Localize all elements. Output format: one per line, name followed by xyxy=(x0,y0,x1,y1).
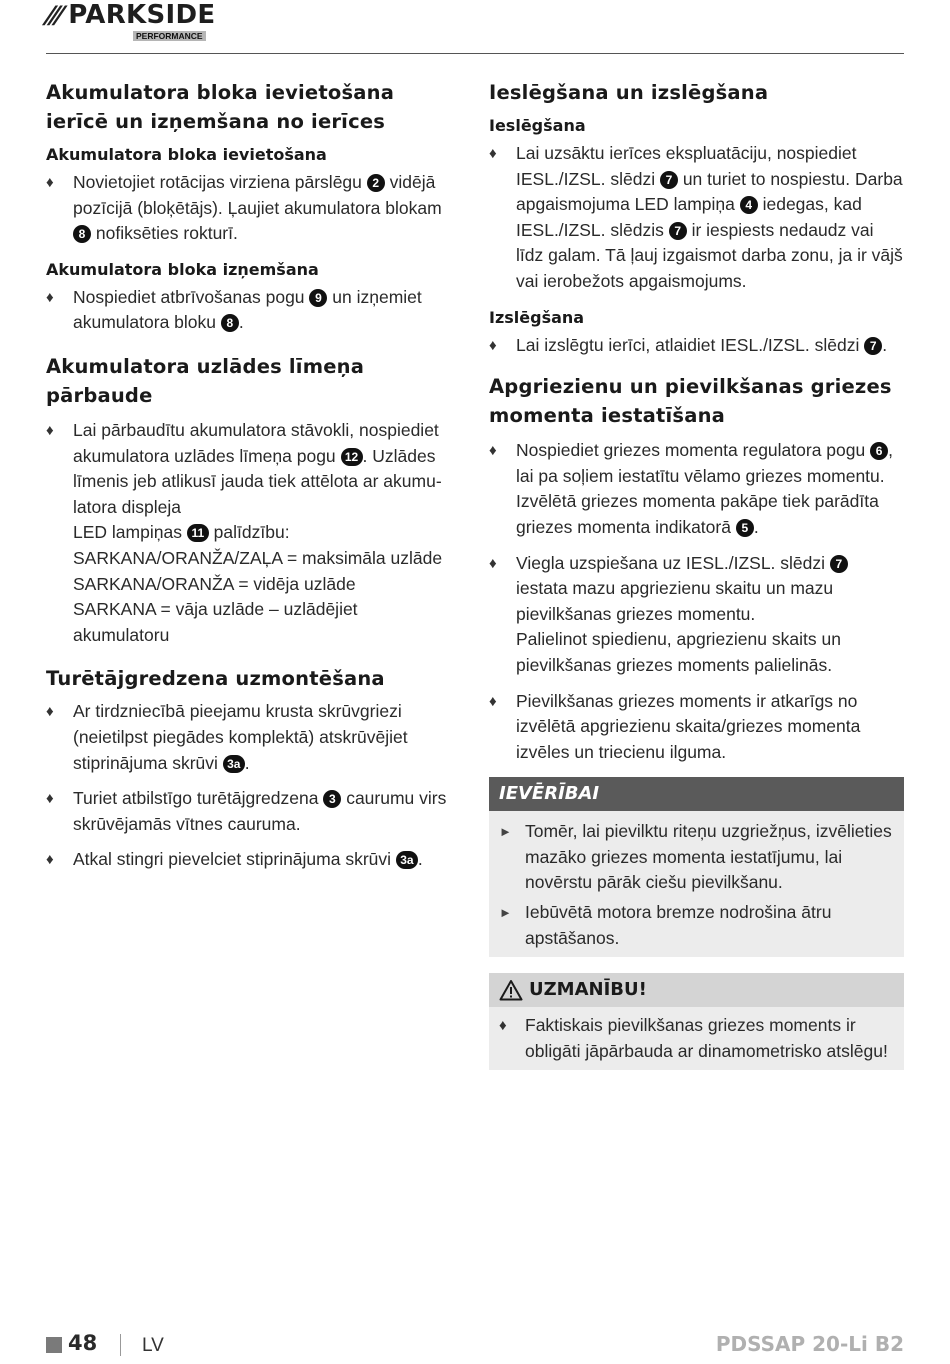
part-number-badge: 5 xyxy=(736,519,754,537)
item-text: un turiet to nospiestu. Darba apgaismojuma LED lampiņa xyxy=(516,168,903,215)
charge-level-line: SARKANA/ORANŽA = vidēja uzlāde xyxy=(73,573,356,594)
item-text: . Uzlādes līmenis jeb atlikusī jauda tiek attēlota ar akumulatora displeja xyxy=(73,445,442,517)
item-text: . xyxy=(244,752,250,773)
item-text: caurumu virs skrūvējamās vītnes cauruma. xyxy=(73,788,447,834)
item-text: Ar tirdzniecībā pieejamu krusta skrūvgriezi (neietilpst piegādes komplektā) atskrūvējiet stiprinājuma skrūvi xyxy=(73,701,408,773)
item-text: Novietojiet rotācijas virziena pārslēgu xyxy=(73,172,367,192)
part-number-badge: 8 xyxy=(221,314,239,332)
list-item xyxy=(46,786,456,837)
list-item xyxy=(489,438,904,540)
diamond-bullet-icon: ♦ xyxy=(489,442,497,460)
language-code: LV xyxy=(142,1335,164,1356)
section-title-on-off: Ieslēgšana un izslēgšana xyxy=(489,81,769,104)
item-text: Nospiediet atbrīvošanas pogu xyxy=(73,286,310,307)
subsection-title-switch-on: Ieslēgšana xyxy=(489,116,586,135)
item-text: . xyxy=(753,516,759,537)
section-title-insert-remove: Akumulatora bloka ievietošana ierīcē un izņemšana no ierīces xyxy=(46,81,395,133)
diamond-bullet-icon: ♦ xyxy=(489,336,497,354)
item-text: Palielinot spiedienu, apgriezienu skaits un pievilkšanas griezes moments palielinās. xyxy=(516,629,841,675)
diamond-bullet-icon: ♦ xyxy=(499,1017,507,1035)
item-text: un izņemiet akumulatora bloku xyxy=(73,286,422,333)
notice-item xyxy=(489,819,904,896)
diamond-bullet-icon: ♦ xyxy=(46,174,54,191)
notice-title: IEVĒRĪBAI xyxy=(489,777,904,811)
list-item xyxy=(46,847,456,873)
subsection-title-insert: Akumulatora bloka ievietošana xyxy=(46,145,327,164)
item-text: . xyxy=(238,312,244,333)
list-item xyxy=(46,699,456,776)
item-text: Pievilkšanas griezes moments ir atkarīgs no izvēlētā apgriezienu skaita/griezes momenta izvēles un triecienu ilguma. xyxy=(516,690,861,762)
notice-box xyxy=(489,777,904,957)
warning-triangle-icon xyxy=(499,979,523,1001)
item-text: ir iespiests nedaudz vai līdz galam. Tā ļauj izgaismot darba zonu, ja ir vājš vai ierobežots apgaismojums. xyxy=(516,219,903,291)
section-title-ring-mount: Turētājgredzena uzmontēšana xyxy=(46,667,385,691)
part-number-badge: 12 xyxy=(341,448,363,466)
subsection-title-remove: Akumulatora bloka izņemšana xyxy=(46,259,319,279)
item-text: Nospiediet griezes momenta regulatora pogu xyxy=(516,440,871,461)
diamond-bullet-icon: ♦ xyxy=(46,421,54,439)
part-number-badge: 2 xyxy=(367,174,385,192)
footer-square-marker xyxy=(46,1337,62,1353)
diamond-bullet-icon: ♦ xyxy=(46,703,54,721)
page-number: 48 xyxy=(68,1331,98,1355)
item-text: Atkal stingri pievelciet stiprinājuma skrūvi xyxy=(73,849,396,870)
warning-header xyxy=(489,973,904,1007)
footer-divider xyxy=(120,1334,121,1356)
item-text: palīdzību: xyxy=(208,522,290,543)
page-header xyxy=(43,0,904,56)
item-text: Viegla uzspiešana uz IESL./IZSL. slēdzi xyxy=(516,552,830,573)
diamond-bullet-icon: ♦ xyxy=(489,554,497,572)
list-item xyxy=(489,551,904,679)
list-item xyxy=(489,141,904,295)
part-number-badge: 9 xyxy=(309,289,327,307)
section-title-charge-level: Akumulatora uzlādes līmeņa pārbaude xyxy=(46,354,365,407)
right-column xyxy=(489,78,904,1070)
part-number-badge: 7 xyxy=(660,171,678,189)
part-number-badge: 3 xyxy=(323,790,341,808)
part-number-badge: 7 xyxy=(669,222,687,240)
item-text: , lai pa soļiem iestatītu vēlamo griezes momentu. Izvēlētā griezes momenta pakāpe tiek parādīta griezes momenta indikatorā xyxy=(516,440,893,537)
diamond-bullet-icon: ♦ xyxy=(489,692,497,710)
part-number-badge: 6 xyxy=(870,442,888,460)
triangle-arrow-icon: ► xyxy=(499,824,512,840)
logo-text: PARKSIDE xyxy=(68,0,216,30)
left-column xyxy=(46,78,456,873)
logo-subtitle: PERFORMANCE xyxy=(133,31,206,41)
warning-title: UZMANĪBU! xyxy=(529,979,647,1001)
logo-mark: /// xyxy=(43,1,63,29)
header-divider xyxy=(46,53,904,54)
item-text: Tomēr, lai pievilktu riteņu uzgriežņus, izvēlieties mazāko griezes momenta iestatījumu, lai novērstu pārāk ciešu pievilkšanu. xyxy=(525,821,892,893)
item-text: . xyxy=(882,334,888,355)
brand-logo xyxy=(43,0,216,30)
list-item xyxy=(46,285,456,336)
charge-level-line: SARKANA/ORANŽA/ZAĻA = maksimāla uzlāde xyxy=(73,547,443,568)
list-item xyxy=(46,418,456,648)
list-item xyxy=(46,170,456,247)
item-text: Lai uzsāktu ierīces ekspluatāciju, nospiediet IESL./IZSL. slēdzi xyxy=(516,143,857,189)
list-item xyxy=(489,333,904,359)
part-number-badge: 11 xyxy=(187,524,209,542)
diamond-bullet-icon: ♦ xyxy=(46,790,54,808)
item-text: iestata mazu apgriezienu skaitu un mazu pievilkšanas griezes momentu. xyxy=(516,578,834,624)
item-text: Lai pārbaudītu akumulatora stāvokli, nospiediet akumulatora uzlādes līmeņa pogu xyxy=(73,419,439,466)
item-text: LED lampiņas xyxy=(73,522,187,543)
triangle-arrow-icon: ► xyxy=(499,905,512,921)
section-title-speed-torque: Apgriezienu un pievilkšanas griezes momenta iestatīšana xyxy=(489,375,892,428)
subsection-title-switch-off: Izslēgšana xyxy=(489,307,585,327)
item-text: vidējā pozīcijā (bloķētājs). Ļaujiet akumulatora blokam xyxy=(73,172,442,218)
diamond-bullet-icon: ♦ xyxy=(46,851,54,869)
model-name: PDSSAP 20-Li B2 xyxy=(715,1332,904,1356)
page-footer xyxy=(46,1330,904,1360)
item-text: Turiet atbilstīgo turētājgredzena xyxy=(73,788,324,809)
item-text: . xyxy=(417,849,423,870)
diamond-bullet-icon: ♦ xyxy=(489,145,497,162)
part-number-badge: 8 xyxy=(73,225,91,243)
item-text: Lai izslēgtu ierīci, atlaidiet IESL./IZSL. slēdzi xyxy=(516,334,865,355)
part-number-badge: 7 xyxy=(864,337,882,355)
item-text: nofiksēties rokturī. xyxy=(91,223,238,244)
list-item xyxy=(489,689,904,766)
charge-level-line: SARKANA = vāja uzlāde – uzlādējiet akumulatoru xyxy=(73,599,358,645)
notice-item xyxy=(489,900,904,951)
item-text: Iebūvētā motora bremze nodrošina ātru apstāšanos. xyxy=(525,902,832,948)
part-number-badge: 3a xyxy=(223,755,245,773)
item-text: Faktiskais pievilkšanas griezes moments ir obligāti jāpārbauda ar dinamometrisko atslēgu! xyxy=(525,1015,888,1061)
item-text: iedegas, kad IESL./IZSL. slēdzis xyxy=(516,194,862,240)
warning-box xyxy=(489,973,904,1070)
part-number-badge: 4 xyxy=(740,196,758,214)
warning-item xyxy=(489,1013,904,1064)
part-number-badge: 7 xyxy=(830,555,848,573)
diamond-bullet-icon: ♦ xyxy=(46,288,54,306)
part-number-badge: 3a xyxy=(396,851,418,869)
